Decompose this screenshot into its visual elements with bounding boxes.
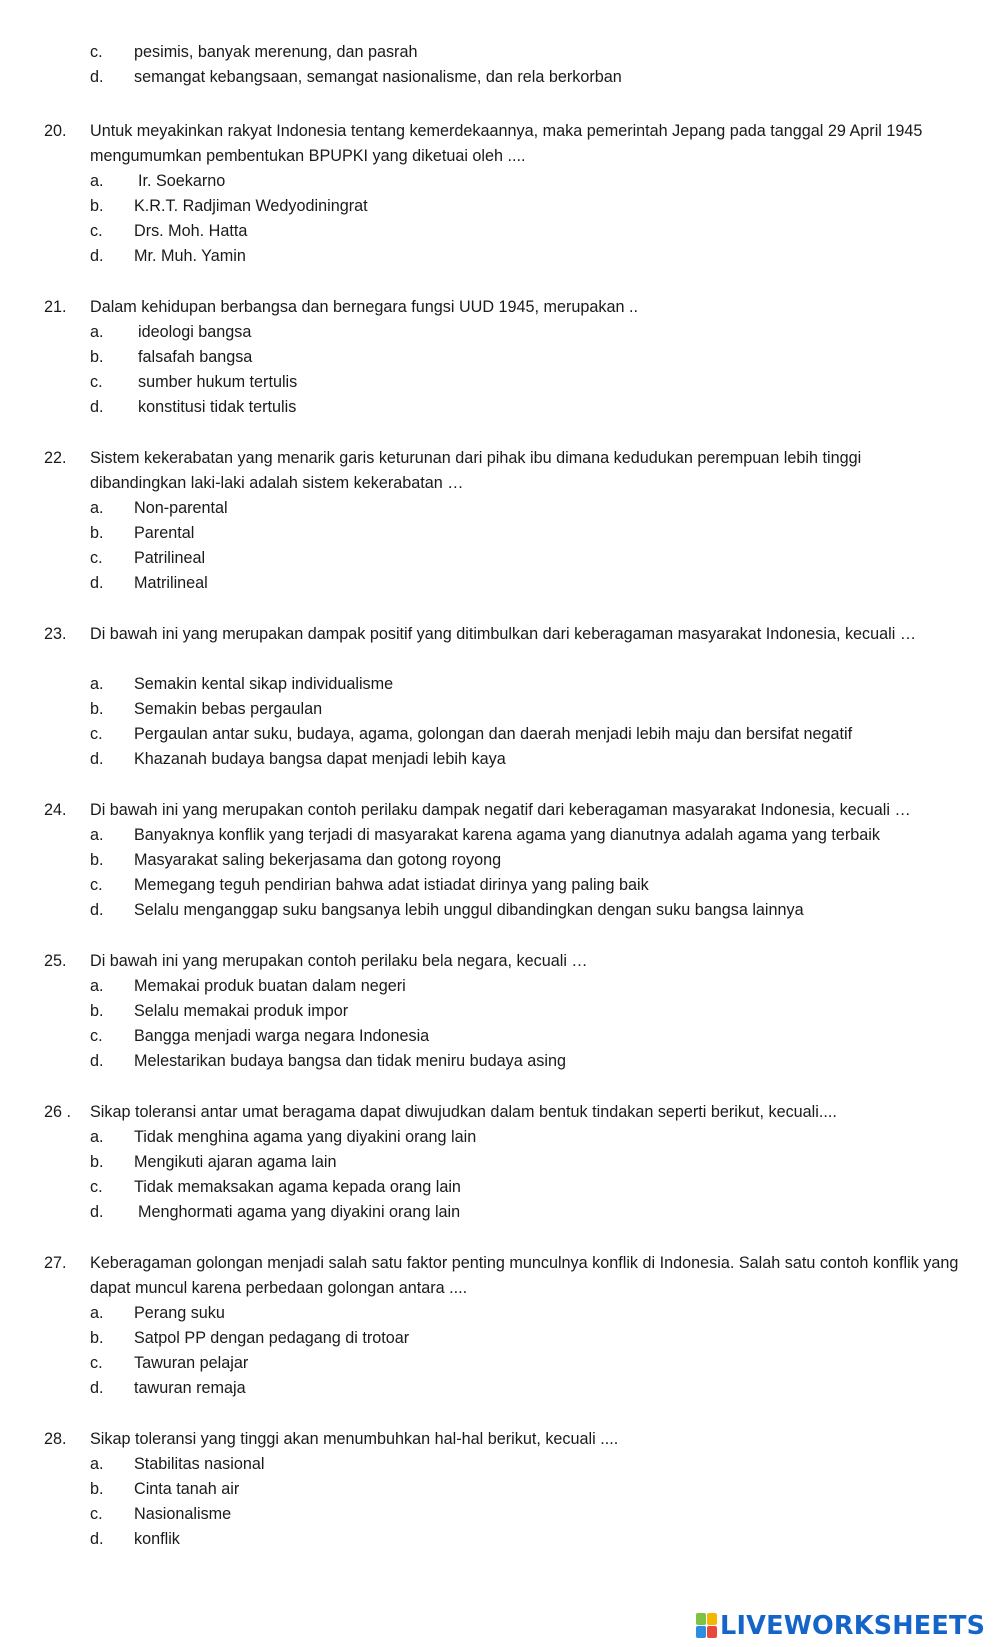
option-text: Drs. Moh. Hatta xyxy=(134,222,248,240)
question-number: 25. xyxy=(44,952,67,970)
option-letter: a. xyxy=(90,172,104,190)
option-text: konflik xyxy=(134,1530,180,1548)
option-letter: c. xyxy=(90,876,103,894)
option-letter: c. xyxy=(90,725,103,743)
question-text: Keberagaman golongan menjadi salah satu faktor penting munculnya konflik di Indonesia. Salah satu contoh konflik yang xyxy=(90,1254,959,1272)
option-letter: d. xyxy=(90,398,104,416)
option-text: Mr. Muh. Yamin xyxy=(134,247,246,265)
liveworksheets-logo[interactable] xyxy=(696,1610,985,1642)
question-number: 23. xyxy=(44,625,67,643)
logo-text: LIVEWORKSHEETS xyxy=(720,1611,986,1641)
option-letter: b. xyxy=(90,524,104,542)
option-letter: d. xyxy=(90,247,104,265)
option-text: Ir. Soekarno xyxy=(138,172,226,190)
option-letter: d. xyxy=(90,1203,104,1221)
option-letter: a. xyxy=(90,826,104,844)
option-text: Tidak menghina agama yang diyakini orang lain xyxy=(134,1128,477,1146)
option-text: konstitusi tidak tertulis xyxy=(138,398,297,416)
option-text: Banyaknya konflik yang terjadi di masyarakat karena agama yang dianutnya adalah agama yang terbaik xyxy=(134,826,880,844)
option-text: Non-parental xyxy=(134,499,228,517)
option-text: Bangga menjadi warga negara Indonesia xyxy=(134,1027,430,1045)
option-text: sumber hukum tertulis xyxy=(138,373,298,391)
option-text: K.R.T. Radjiman Wedyodiningrat xyxy=(134,197,368,215)
option-text: Khazanah budaya bangsa dapat menjadi lebih kaya xyxy=(134,750,506,768)
option-letter: d. xyxy=(90,1052,104,1070)
option-text: Satpol PP dengan pedagang di trotoar xyxy=(134,1329,410,1347)
liveworksheets-logo-icon xyxy=(696,1613,718,1639)
option-letter: c. xyxy=(90,549,103,567)
question-number: 20. xyxy=(44,122,67,140)
option-text: Pergaulan antar suku, budaya, agama, golongan dan daerah menjadi lebih maju dan bersifat negatif xyxy=(134,725,853,743)
question-text: Sikap toleransi antar umat beragama dapat diwujudkan dalam bentuk tindakan seperti berikut, kecuali.... xyxy=(90,1103,837,1121)
option-text: Memakai produk buatan dalam negeri xyxy=(134,977,406,995)
option-letter: d. xyxy=(90,1530,104,1548)
option-letter: c. xyxy=(90,43,103,61)
option-text: Memegang teguh pendirian bahwa adat istiadat dirinya yang paling baik xyxy=(134,876,649,894)
question-text: Dalam kehidupan berbangsa dan bernegara fungsi UUD 1945, merupakan .. xyxy=(90,298,639,316)
option-letter: a. xyxy=(90,977,104,995)
option-letter: c. xyxy=(90,1027,103,1045)
question-number: 21. xyxy=(44,298,67,316)
option-letter: b. xyxy=(90,1329,104,1347)
question-text: dibandingkan laki-laki adalah sistem kekerabatan … xyxy=(90,474,464,492)
option-text: Semakin kental sikap individualisme xyxy=(134,675,394,693)
option-text: Stabilitas nasional xyxy=(134,1455,265,1473)
question-text: Di bawah ini yang merupakan dampak positif yang ditimbulkan dari keberagaman masyarakat Indonesia, kecuali … xyxy=(90,625,917,643)
option-letter: b. xyxy=(90,197,104,215)
option-text: Semakin bebas pergaulan xyxy=(134,700,323,718)
question-text: Di bawah ini yang merupakan contoh perilaku bela negara, kecuali … xyxy=(90,952,588,970)
question-number: 27. xyxy=(44,1254,67,1272)
question-number: 28. xyxy=(44,1430,67,1448)
option-letter: c. xyxy=(90,1178,103,1196)
option-text: Patrilineal xyxy=(134,549,206,567)
option-letter: b. xyxy=(90,851,104,869)
option-letter: c. xyxy=(90,1354,103,1372)
option-text: Mengikuti ajaran agama lain xyxy=(134,1153,337,1171)
option-text: semangat kebangsaan, semangat nasionalisme, dan rela berkorban xyxy=(134,68,622,86)
option-text: falsafah bangsa xyxy=(138,348,253,366)
option-letter: a. xyxy=(90,323,104,341)
option-letter: a. xyxy=(90,1455,104,1473)
option-letter: d. xyxy=(90,68,104,86)
question-text: Di bawah ini yang merupakan contoh perilaku dampak negatif dari keberagaman masyarakat Indonesia, kecuali … xyxy=(90,801,911,819)
question-number: 22. xyxy=(44,449,67,467)
option-text: Melestarikan budaya bangsa dan tidak meniru budaya asing xyxy=(134,1052,566,1070)
option-letter: d. xyxy=(90,750,104,768)
option-letter: c. xyxy=(90,373,103,391)
option-letter: b. xyxy=(90,1480,104,1498)
question-text: Sistem kekerabatan yang menarik garis keturunan dari pihak ibu dimana kedudukan perempuan lebih tinggi xyxy=(90,449,862,467)
option-text: tawuran remaja xyxy=(134,1379,246,1397)
question-number: 24. xyxy=(44,801,67,819)
option-text: ideologi bangsa xyxy=(138,323,252,341)
option-letter: b. xyxy=(90,348,104,366)
question-text: Sikap toleransi yang tinggi akan menumbuhkan hal-hal berikut, kecuali .... xyxy=(90,1430,619,1448)
option-text: Menghormati agama yang diyakini orang lain xyxy=(138,1203,461,1221)
option-text: Nasionalisme xyxy=(134,1505,232,1523)
question-text: mengumumkan pembentukan BPUPKI yang diketuai oleh .... xyxy=(90,147,526,165)
option-text: Selalu menganggap suku bangsanya lebih unggul dibandingkan dengan suku bangsa lainnya xyxy=(134,901,804,919)
option-letter: d. xyxy=(90,901,104,919)
option-letter: b. xyxy=(90,1002,104,1020)
option-letter: a. xyxy=(90,1304,104,1322)
option-text: Selalu memakai produk impor xyxy=(134,1002,349,1020)
option-letter: d. xyxy=(90,1379,104,1397)
option-letter: d. xyxy=(90,574,104,592)
option-text: Tawuran pelajar xyxy=(134,1354,249,1372)
option-text: Parental xyxy=(134,524,195,542)
option-letter: c. xyxy=(90,222,103,240)
option-letter: a. xyxy=(90,675,104,693)
option-letter: b. xyxy=(90,1153,104,1171)
option-letter: b. xyxy=(90,700,104,718)
option-text: Tidak memaksakan agama kepada orang lain xyxy=(134,1178,461,1196)
question-text: Untuk meyakinkan rakyat Indonesia tentang kemerdekaannya, maka pemerintah Jepang pada tanggal 29 April 1945 xyxy=(90,122,923,140)
option-letter: a. xyxy=(90,499,104,517)
option-text: Matrilineal xyxy=(134,574,208,592)
option-text: Perang suku xyxy=(134,1304,225,1322)
option-text: Masyarakat saling bekerjasama dan gotong royong xyxy=(134,851,502,869)
question-number: 26 . xyxy=(44,1103,72,1121)
option-letter: a. xyxy=(90,1128,104,1146)
question-text: dapat muncul karena perbedaan golongan antara .... xyxy=(90,1279,468,1297)
option-letter: c. xyxy=(90,1505,103,1523)
option-text: pesimis, banyak merenung, dan pasrah xyxy=(134,43,418,61)
option-text: Cinta tanah air xyxy=(134,1480,240,1498)
